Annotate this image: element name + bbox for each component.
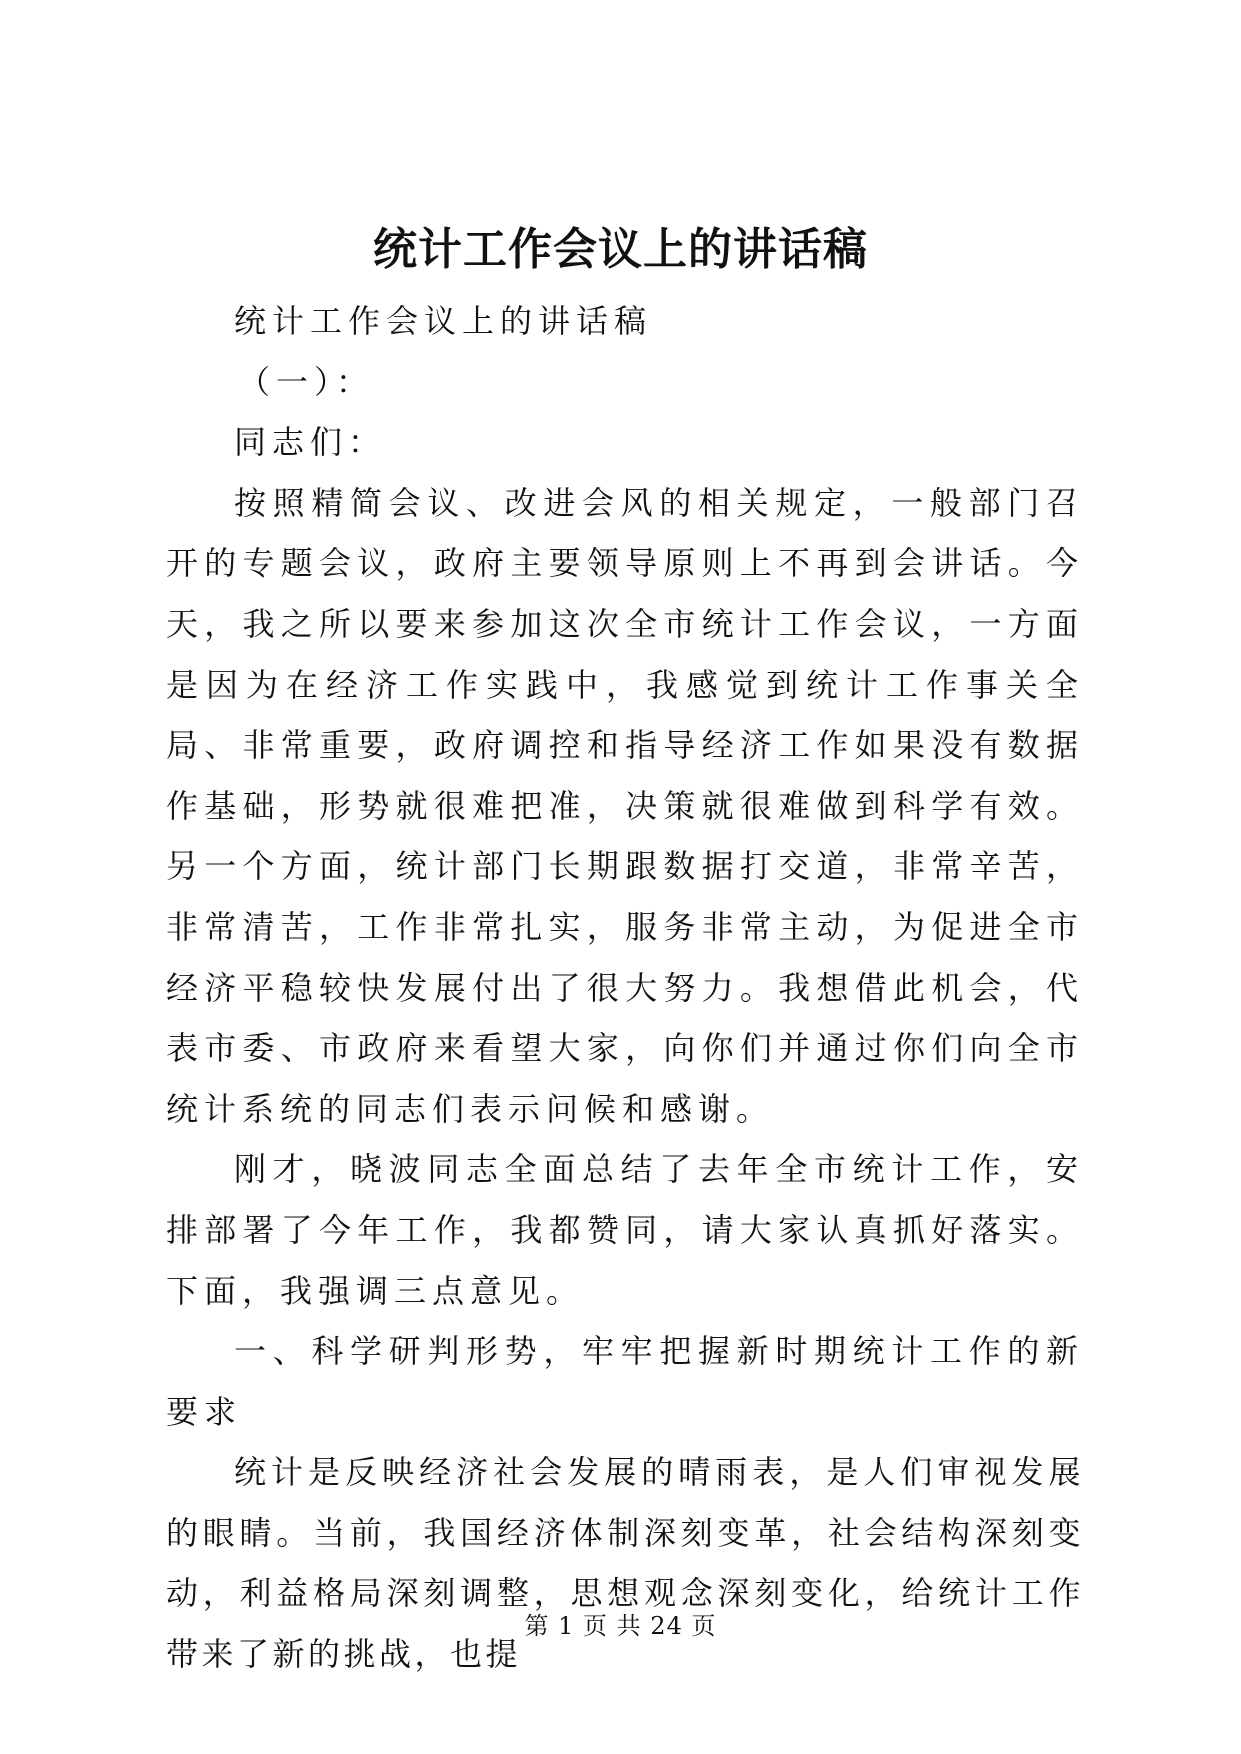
- document-body: [166, 291, 1084, 1685]
- subtitle-paragraph: 统计工作会议上的讲话稿: [234, 302, 653, 340]
- section-marker-paragraph: （一）：: [238, 362, 375, 401]
- salutation-paragraph: 同志们：: [234, 423, 387, 462]
- page-footer: 第 1 页 共 24 页: [524, 1612, 717, 1640]
- body-paragraph: 统计是反映经济社会发展的晴雨表，是人们审视发展的眼睛。当前，我国经济体制深刻变革，社会结构深刻变动，利益格局深刻调整，思想观念深刻变化，给统计工作带来了新的挑战，也提: [166, 1453, 1084, 1674]
- document-title: 统计工作会议上的讲话稿: [373, 224, 868, 275]
- body-paragraph: 按照精简会议、改进会风的相关规定，一般部门召开的专题会议，政府主要领导原则上不再到会讲话。今天，我之所以要来参加这次全市统计工作会议，一方面是因为在经济工作实践中，我感觉到统计工作事关全局、非常重要，政府调控和指导经济工作如果没有数据作基础，形势就很难把准，决策就很难做到科学有效。另一个方面，统计部门长期跟数据打交道，非常辛苦，非常清苦，工作非常扎实，服务非常主动，为促进全市经济平稳较快发展付出了很大努力。我想借此机会，代表市委、市政府来看望大家，向你们并通过你们向全市统计系统的同志们表示问候和感谢。: [166, 483, 1084, 1128]
- body-paragraph: 刚才，晓波同志全面总结了去年全市统计工作，安排部署了今年工作，我都赞同，请大家认真抓好落实。下面，我强调三点意见。: [166, 1150, 1084, 1310]
- section-heading-paragraph: 一、科学研判形势，牢牢把握新时期统计工作的新要求: [166, 1332, 1084, 1431]
